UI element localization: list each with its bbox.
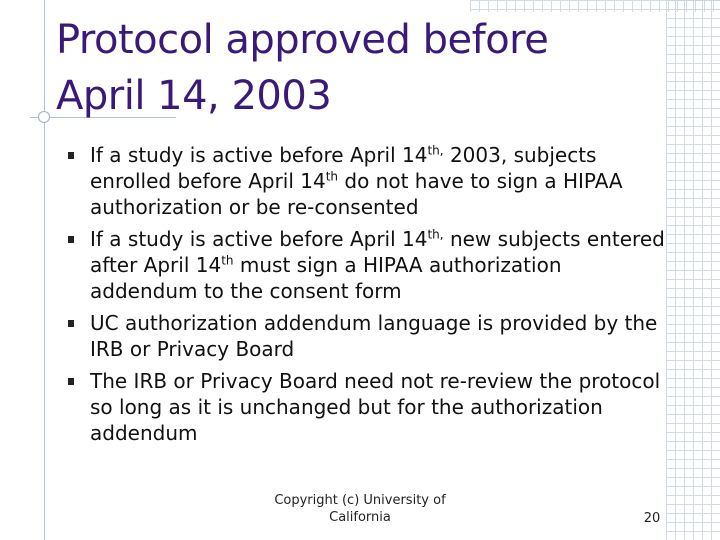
- bullet-list: [66, 142, 666, 452]
- bullet-item: [66, 142, 666, 220]
- page-number: 20: [643, 511, 661, 526]
- square-bullet-icon: [68, 152, 74, 159]
- decorative-vertical-line: [44, 0, 45, 540]
- bullet-text: must sign a HIPAA authorization addendum to the consent form: [90, 253, 562, 303]
- bullet-superscript: th,: [427, 227, 444, 242]
- slide-title: [56, 12, 656, 124]
- bullet-text: The IRB or Privacy Board need not re-review the protocol so long as it is unchanged but for the authorization addendum: [90, 369, 661, 445]
- square-bullet-icon: [68, 236, 74, 243]
- footer-copyright: Copyright (c) University of California: [274, 493, 446, 525]
- bullet-superscript: th,: [427, 143, 444, 158]
- decorative-grid-right: [666, 0, 720, 540]
- bullet-text: do not have to sign a HIPAA authorization or be re-consented: [90, 169, 623, 219]
- bullet-text: 2003, subjects enrolled before April 14: [90, 143, 597, 193]
- bullet-item: [66, 310, 666, 362]
- square-bullet-icon: [68, 378, 74, 385]
- bullet-text: If a study is active before April 14: [90, 143, 428, 167]
- bullet-text: If a study is active before April 14: [90, 227, 428, 251]
- bullet-text: new subjects entered after April 14: [90, 227, 665, 277]
- decorative-ring-icon: [38, 111, 50, 123]
- decorative-grid-top: [470, 0, 720, 12]
- slide-title-line-2: April 14, 2003: [56, 73, 332, 119]
- bullet-item: [66, 368, 666, 446]
- slide-title-line-1: Protocol approved before: [56, 17, 549, 63]
- bullet-superscript: th: [221, 253, 234, 268]
- bullet-superscript: th: [325, 169, 339, 184]
- square-bullet-icon: [68, 320, 74, 327]
- bullet-text: UC authorization addendum language is provided by the IRB or Privacy Board: [90, 311, 658, 361]
- bullet-item: [66, 226, 666, 304]
